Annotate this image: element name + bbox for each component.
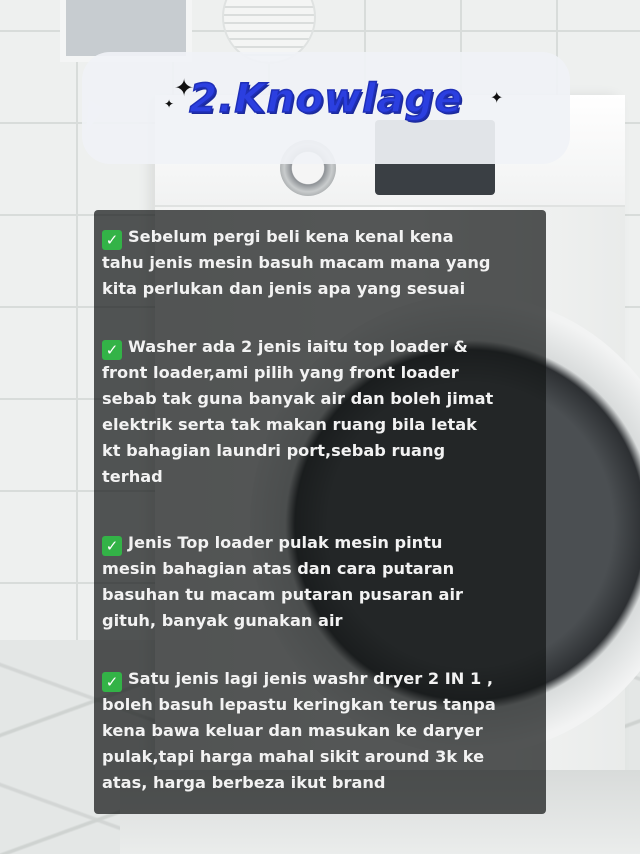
title-bubble — [82, 52, 570, 164]
check-mark-icon: ✓ — [102, 340, 122, 360]
sparkle-icon: ✦ — [164, 97, 175, 111]
check-mark-icon: ✓ — [102, 230, 122, 250]
check-mark-icon: ✓ — [102, 536, 122, 556]
paragraph-rest: front loader,ami pilih yang front loader sebab tak guna banyak air dan boleh jimat elektrik serta tak makan ruang bila letak kt bahagian laundri port,sebab ruang terhad — [102, 363, 494, 486]
page-title: 2.Knowlage — [189, 76, 463, 122]
paragraph-rest: mesin bahagian atas dan cara putaran basuhan tu macam putaran pusaran air gituh, banyak gunakan air — [102, 559, 464, 630]
paragraph — [102, 530, 542, 634]
paragraph-rest: tahu jenis mesin basuh macam mana yang kita perlukan dan jenis apa yang sesuai — [102, 253, 491, 298]
paragraph-first-line: Washer ada 2 jenis iaitu top loader & — [128, 337, 468, 356]
sparkle-icon: ✦ — [174, 74, 195, 102]
sparkle-icon: ✦ — [490, 88, 504, 107]
content-card — [94, 210, 546, 814]
paragraph-first-line: Sebelum pergi beli kena kenal kena — [128, 227, 454, 246]
check-mark-icon: ✓ — [102, 672, 122, 692]
paragraph-first-line: Jenis Top loader pulak mesin pintu — [128, 533, 443, 552]
paragraph — [102, 224, 542, 302]
paragraph-first-line: Satu jenis lagi jenis washr dryer 2 IN 1 , — [128, 669, 493, 688]
paragraph — [102, 666, 542, 796]
paragraph — [102, 334, 542, 490]
paragraph-rest: boleh basuh lepastu keringkan terus tanpa kena bawa keluar dan masukan ke daryer pulak,tapi harga mahal sikit around 3k ke atas, harga berbeza ikut brand — [102, 695, 496, 792]
